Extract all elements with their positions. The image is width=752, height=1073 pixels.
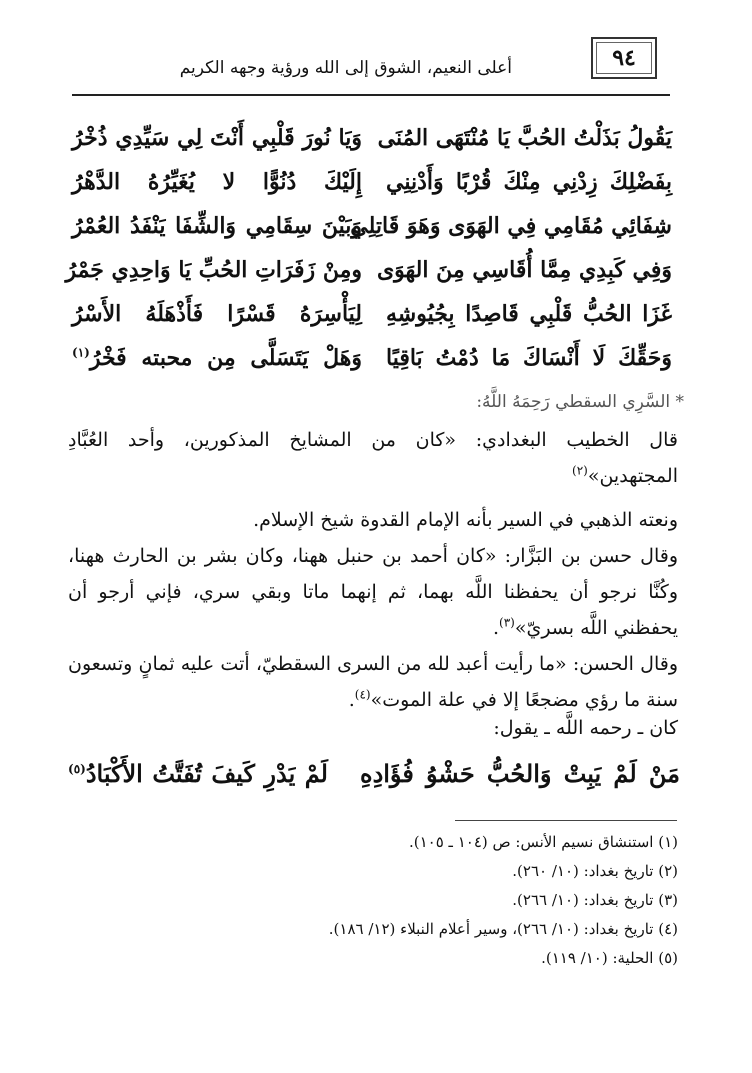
final-verse (68, 750, 680, 798)
verse-second-hemistich: ومِنْ زَفَرَاتِ الحُبِّ يَا وَاحِدِي جَمْرُ (65, 257, 362, 283)
running-title: أعلى النعيم، الشوق إلى الله ورؤية وجهه الكريم (179, 58, 512, 78)
poem-verse (72, 294, 672, 334)
footnote: (٥) الحلية: (١٠/ ١١٩). (541, 949, 678, 967)
paragraph-end: . (348, 689, 355, 711)
verse-first-hemistich: بِفَضْلِكَ زِدْنِي مِنْكَ قُرْبًا وَأَدْنِنِي (386, 169, 672, 195)
footnote: (١) استنشاق نسيم الأنس: ص (١٠٤ ـ ١٠٥). (408, 833, 678, 851)
paragraph (68, 502, 678, 538)
footnote: (٣) تاريخ بغداد: (١٠/ ٢٦٦). (512, 891, 678, 909)
paragraph-text: وقال الحسن: «ما رأيت أعبد لله من السرى السقطيّ، أتت عليه ثمانٍ وتسعون سنة ما رؤي مضجعًا إلا في علة الموت» (68, 653, 678, 711)
footnotes (80, 828, 678, 973)
footnote-marker: (٤) (354, 687, 371, 702)
verse-first-hemistich: يَقُولُ بَذَلْتُ الحُبَّ يَا مُنْتَهَى المُنَى (377, 125, 672, 151)
paragraph-end: . (492, 617, 499, 639)
verse-first-hemistich: وَحَقِّكَ لَا أَنْسَاكَ مَا دُمْتُ بَاقِيًا (386, 345, 672, 371)
footnote-marker: (٥) (68, 762, 86, 776)
section-title: * السَّرِي السقطي رَحِمَهُ اللَّهُ: (476, 392, 684, 412)
paragraph-text: ونعته الذهبي في السير بأنه الإمام القدوة شيخ الإسلام. (253, 509, 678, 531)
verse-first-hemistich: وَفِي كَبِدِي مِمَّا أُقَاسِي مِنَ الهَوَى (376, 257, 672, 283)
hemistich-text: لَمْ يَدْرِ كَيفَ تُفَتَّتُ الأَكْبَادُ (85, 759, 328, 788)
paragraph-text: كان ـ رحمه اللَّه ـ يقول: (493, 717, 678, 739)
hemistich-text: وَهَلْ يَتَسَلَّى مِن محبته فَخْرُ (89, 345, 362, 371)
paragraph-text: وقال حسن بن البَزَّار: «كان أحمد بن حنبل ههنا، وكان بشر بن الحارث ههنا، وكُنَّا نرجو أن يحفظنا اللَّه بهما، ثم إنهما ماتا وبقي سري، فإني أرجو أن يحفظني اللَّه بسريّ» (68, 545, 678, 639)
footnote: (٢) تاريخ بغداد: (١٠/ ٢٦٠). (512, 862, 678, 880)
paragraph (68, 422, 678, 494)
footnote: (٤) تاريخ بغداد: (١٠/ ٢٦٦)، وسير أعلام النبلاء (١٢/ ١٨٦). (328, 920, 678, 938)
verse-second-hemistich: وَيَا نُورَ قَلْبِي أَنْتَ لِي سَيِّدِي ذُخْرُ (72, 125, 362, 151)
poem-verse (72, 118, 672, 158)
poem-verse (72, 162, 672, 202)
poem-verse (72, 338, 672, 378)
verse-first-hemistich: شِفَائِي مُقَامِي فِي الهَوَى وَهَوَ قَاتِلِي (350, 213, 672, 239)
footnote-marker: (١) (72, 345, 90, 360)
paragraph (68, 710, 678, 746)
verse-second-hemistich: لِيَأْسِرَهُ قَسْرًا فَأَذْهَلَهُ الأَسْرُ (72, 301, 362, 327)
poem-verse (65, 250, 672, 290)
footnote-divider (455, 820, 677, 821)
footnote-marker: (٣) (499, 615, 515, 630)
page-number: ٩٤ (612, 45, 636, 71)
page-number-badge (591, 37, 657, 79)
verse-first-hemistich: مَنْ لَمْ يَبِتْ وَالحُبُّ حَشْوُ فُؤَادِهِ (360, 759, 680, 788)
verse-second-hemistich: إِلَيْكَ دُنُوًّا لا يُغَيِّرُهُ الدَّهْرُ (72, 169, 362, 195)
verse-first-hemistich: غَزَا الحُبُّ قَلْبِي قَاصِدًا بِجُيُوشِهِ (386, 301, 672, 327)
verse-second-hemistich (68, 750, 328, 798)
paragraph (68, 646, 678, 718)
page-header (72, 34, 670, 96)
verse-second-hemistich: وَبَيْنَ سِقَامِي وَالشِّفَا يَنْفَدُ العُمْرُ (72, 213, 362, 239)
footnote-marker: (٢) (572, 463, 588, 478)
verse-second-hemistich (72, 338, 362, 378)
paragraph-text: قال الخطيب البغدادي: «كان من المشايخ المذكورين، وأحد العُبَّادِ المجتهدين» (68, 429, 678, 487)
paragraph (68, 538, 678, 646)
poem-verse (72, 206, 672, 246)
